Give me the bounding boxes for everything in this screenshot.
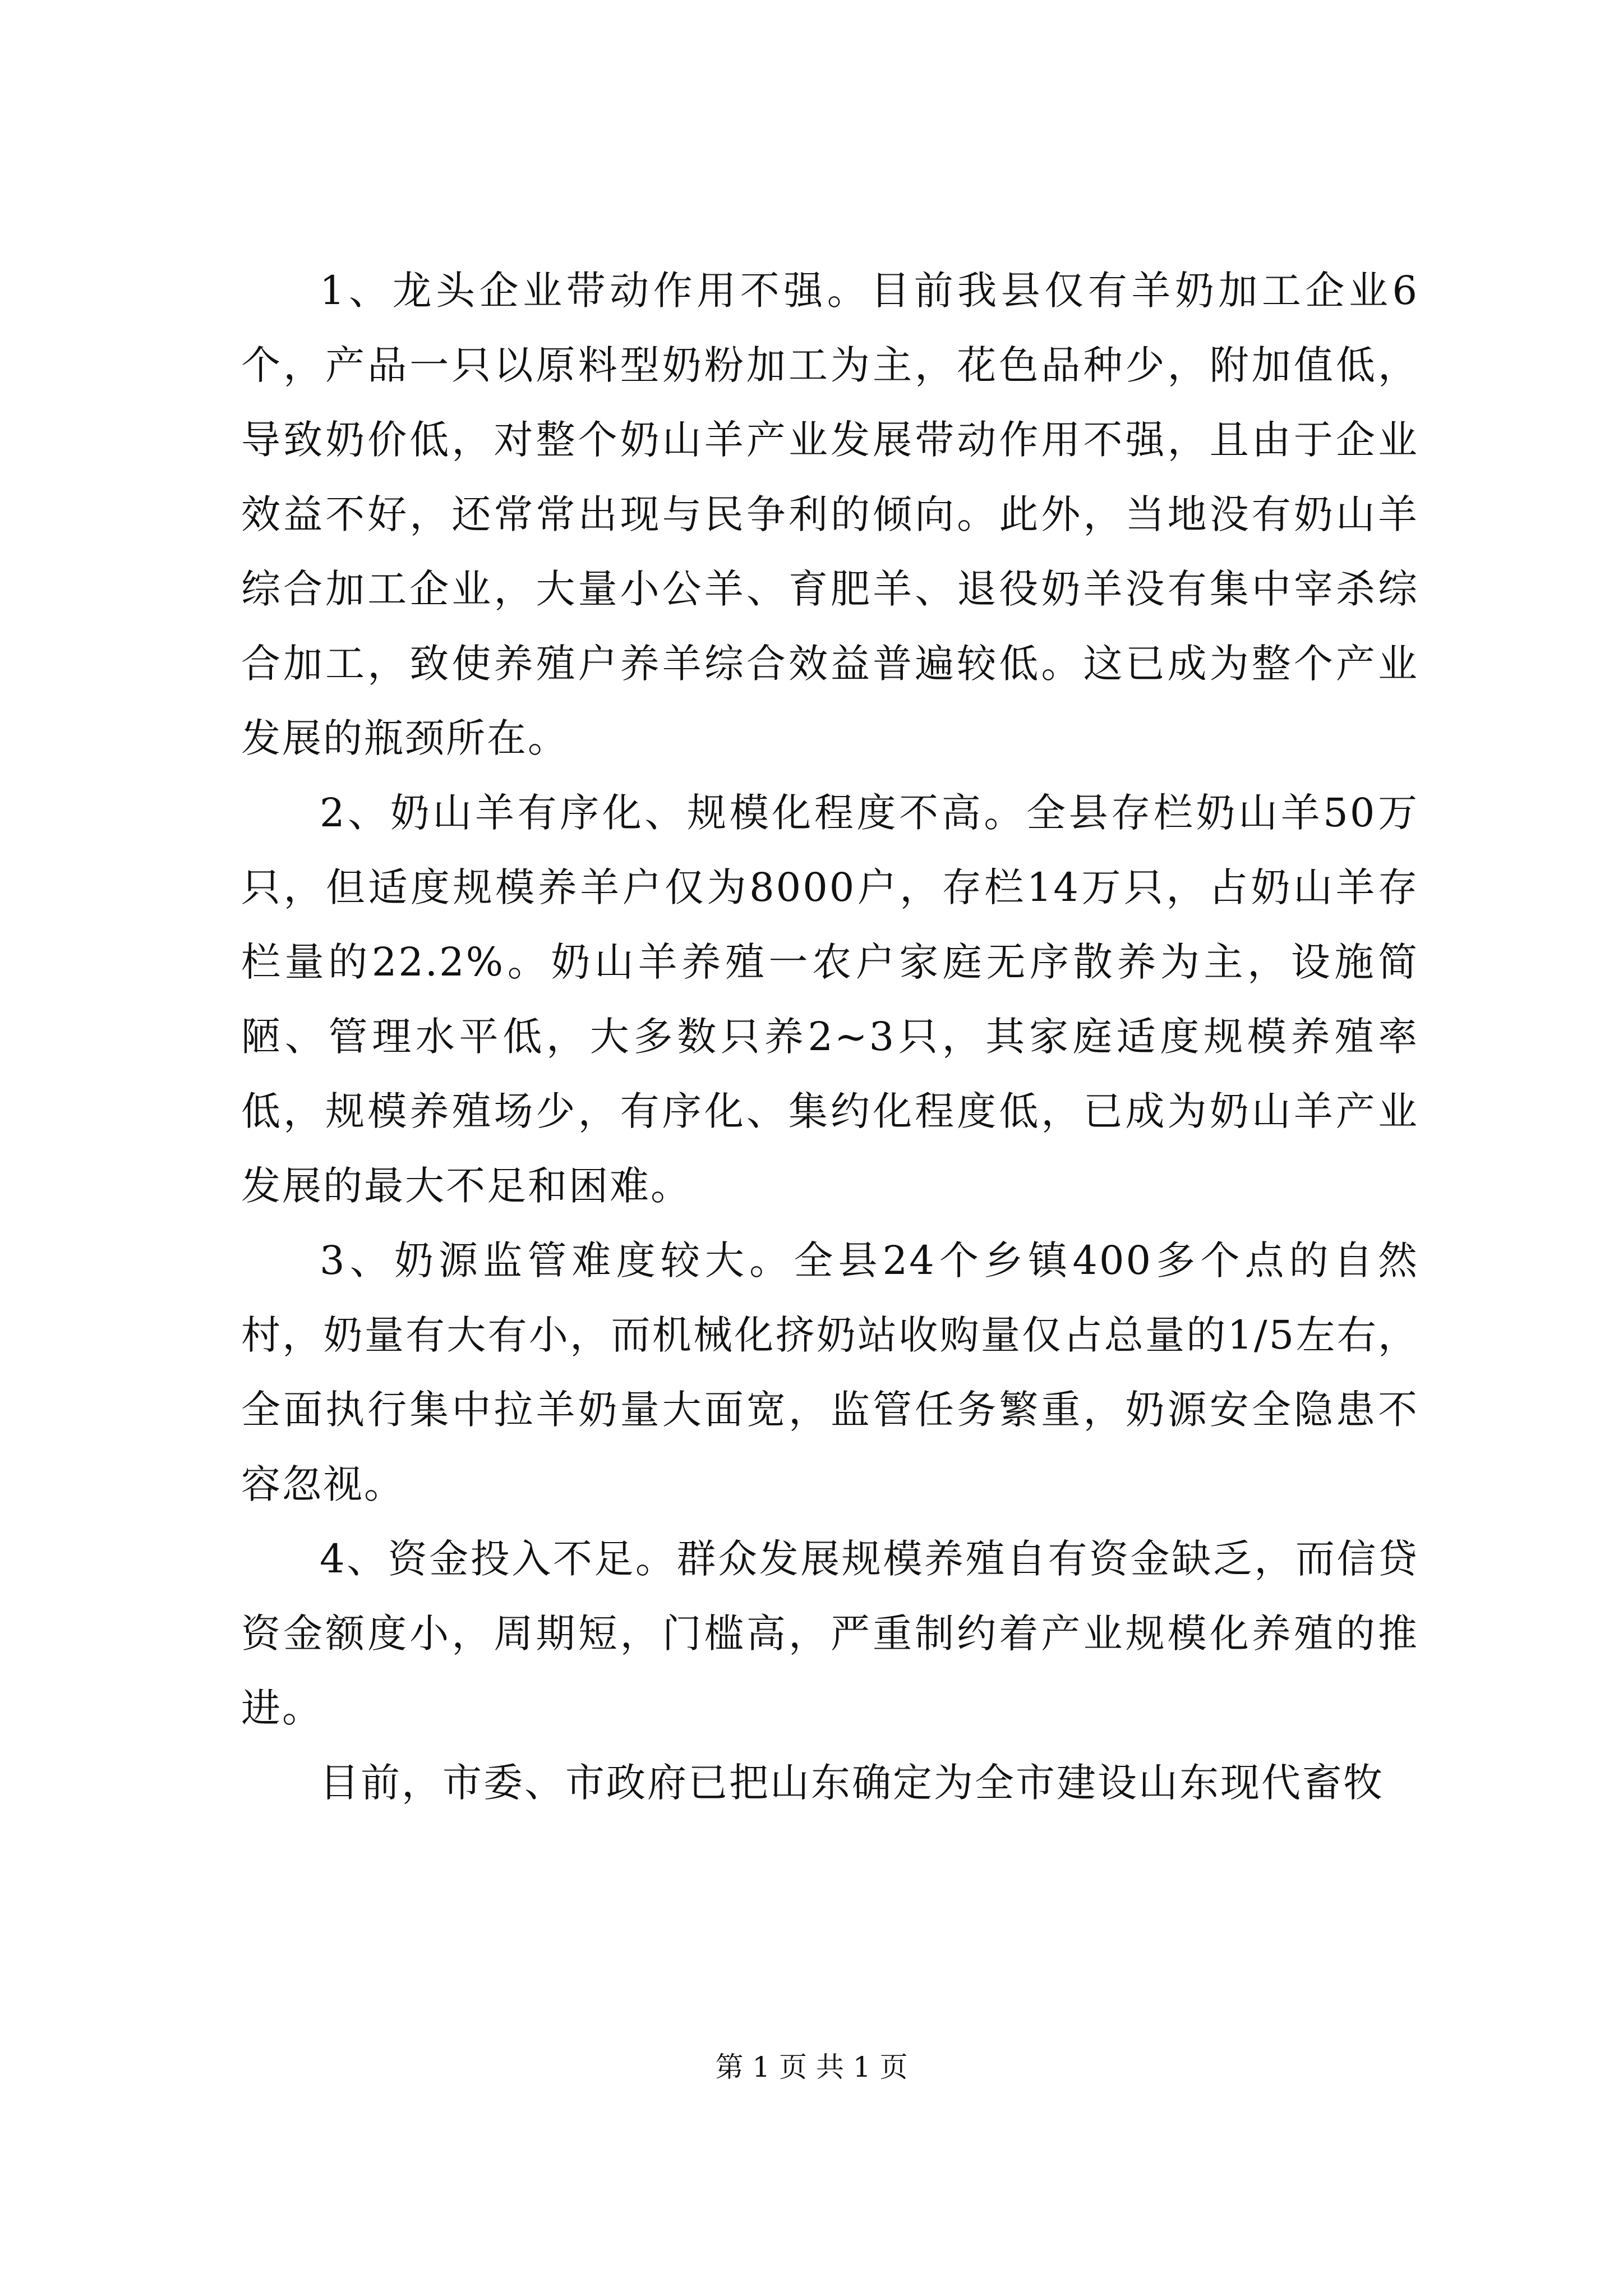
paragraph-2: 2、奶山羊有序化、规模化程度不高。全县存栏奶山羊50万只，但适度规模养羊户仅为8000户，存栏14万只，占奶山羊存栏量的22.2%。奶山羊养殖一农户家庭无序散养为主，设施简陋、管理水平低，大多数只养2~3只，其家庭适度规模养殖率低，规模养殖场少，有序化、集约化程度低，已成为奶山羊产业发展的最大不足和困难。 [241,790,1419,1209]
paragraph-5: 目前，市委、市政府已把山东确定为全市建设山东现代畜牧 [320,1760,1384,1806]
document-body [241,254,1419,1820]
paragraph-1: 1、龙头企业带动作用不强。目前我县仅有羊奶加工企业6个，产品一只以原料型奶粉加工为主，花色品种少，附加值低，导致奶价低，对整个奶山羊产业发展带动作用不强，且由于企业效益不好，还常常出现与民争利的倾向。此外，当地没有奶山羊综合加工企业，大量小公羊、育肥羊、退役奶羊没有集中宰杀综合加工，致使养殖户养羊综合效益普遍较低。这已成为整个产业发展的瓶颈所在。 [241,268,1419,761]
paragraph-4: 4、资金投入不足。群众发展规模养殖自有资金缺乏，而信贷资金额度小，周期短，门槛高，严重制约着产业规模化养殖的推进。 [241,1536,1419,1731]
paragraph-3: 3、奶源监管难度较大。全县24个乡镇400多个点的自然村，奶量有大有小，而机械化挤奶站收购量仅占总量的1/5左右，全面执行集中拉羊奶量大面宽，监管任务繁重，奶源安全隐患不容忽视。 [241,1237,1419,1507]
page-number-footer: 第 1 页 共 1 页 [715,2051,908,2083]
